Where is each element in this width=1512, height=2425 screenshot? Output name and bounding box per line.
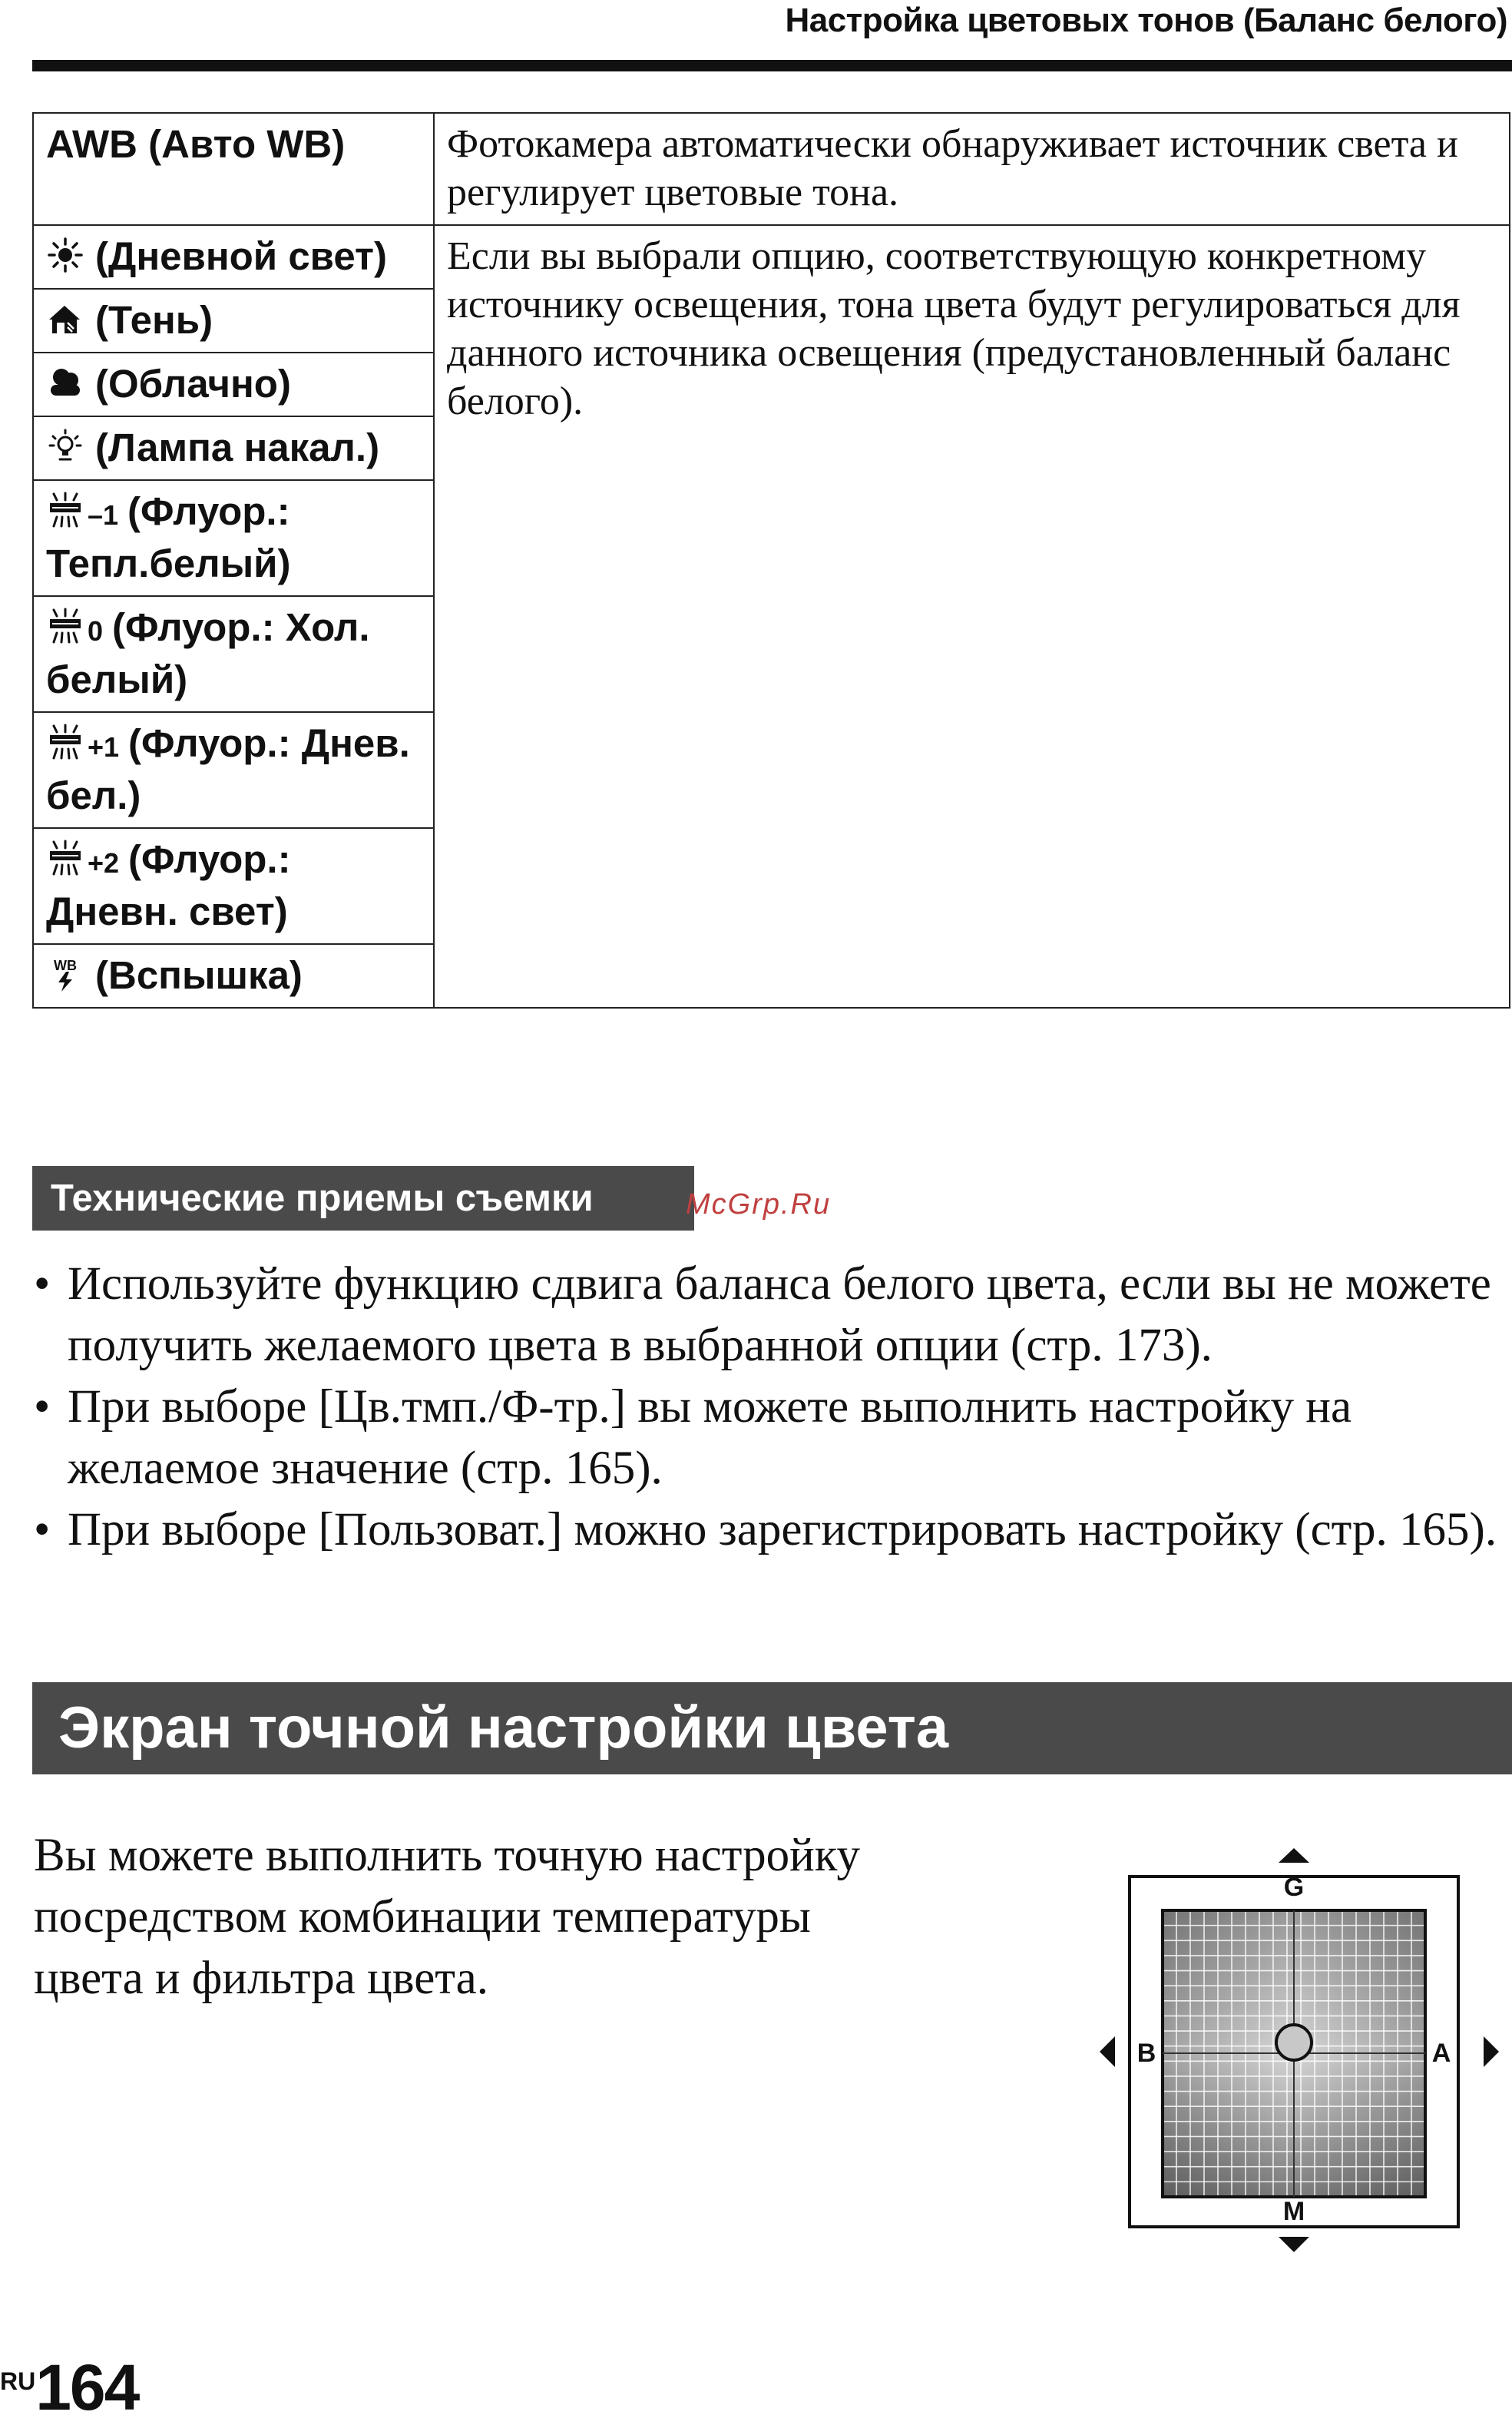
table-row — [33, 225, 1510, 289]
option-label: (Дневной свет) — [95, 234, 388, 278]
option-fluorescent-warm — [33, 480, 434, 596]
tips-list — [34, 1254, 1512, 1561]
option-suffix: 0 — [88, 615, 104, 647]
flash-wb-icon — [46, 955, 84, 993]
option-suffix: +1 — [88, 731, 120, 763]
list-item: • Используйте функцию сдвига баланса белого цвета, если вы не можете получить желаемого цвета в выбранной опции (стр. 173). — [34, 1258, 1491, 1371]
label-g: G — [1283, 1873, 1305, 1902]
list-item: • При выборе [Цв.тмп./Ф-тр.] вы можете выполнить настройку на желаемое значение (стр. 165). — [34, 1381, 1352, 1494]
fluorescent-icon — [46, 607, 84, 645]
white-balance-table — [32, 112, 1510, 1009]
option-fluorescent-daylight — [33, 828, 434, 944]
shade-icon — [46, 300, 84, 338]
option-label: (Лампа накал.) — [95, 426, 380, 469]
option-incandescent — [33, 416, 434, 480]
option-label: (Флуор.: Тепл.белый) — [46, 489, 291, 585]
awb-description: Фотокамера автоматически обнаруживает источник света и регулирует цветовые тона. — [434, 113, 1510, 225]
sun-icon — [46, 236, 84, 274]
page-lang: RU — [0, 2367, 36, 2395]
option-suffix: +2 — [88, 847, 120, 879]
arrow-down-icon — [1279, 2237, 1309, 2252]
option-label: (Вспышка) — [95, 953, 303, 997]
option-suffix: –1 — [88, 499, 119, 531]
arrow-left-icon — [1100, 2036, 1115, 2067]
label-m: M — [1282, 2197, 1305, 2226]
preset-description: Если вы выбрали опцию, соответствующую конкретному источнику освещения, тона цвета будут регулироваться для данного источника освещения (предустановленный баланс белого). — [434, 225, 1510, 1008]
option-fluorescent-cool — [33, 596, 434, 712]
fluorescent-icon — [46, 839, 84, 877]
option-cloudy — [33, 353, 434, 416]
option-label: (Облачно) — [95, 362, 291, 406]
option-awb: AWB (Авто WB) — [33, 113, 434, 225]
header-rule — [32, 60, 1512, 71]
option-label: (Тень) — [95, 298, 213, 342]
fluorescent-icon — [46, 723, 84, 761]
label-a: A — [1431, 2039, 1451, 2068]
label-b: B — [1136, 2039, 1156, 2068]
bulb-icon — [46, 427, 84, 465]
option-fluorescent-day-white — [33, 712, 434, 828]
table-row — [33, 113, 1510, 225]
svg-text:WB: WB — [54, 958, 77, 973]
list-item: • При выборе [Пользоват.] можно зарегистрировать настройку (стр. 165). — [34, 1504, 1497, 1555]
option-label: (Флуор.: Дневн. свет) — [46, 837, 291, 933]
section-heading: Экран точной настройки цвета — [32, 1682, 1512, 1774]
cloud-icon — [46, 363, 84, 402]
option-label: (Флуор.: Днев. бел.) — [46, 721, 410, 817]
tips-heading: Технические приемы съемки — [32, 1166, 694, 1231]
color-fine-tuning-diagram — [1089, 1844, 1512, 2258]
page-num: 164 — [35, 2351, 139, 2423]
section-body: Вы можете выполнить точную настройку посредством комбинации температуры цвета и фильтра цвета. — [34, 1830, 861, 2004]
page-number — [0, 2350, 138, 2425]
option-daylight — [33, 225, 434, 289]
center-cursor — [1276, 2025, 1312, 2060]
running-header: Настройка цветовых тонов (Баланс белого) — [785, 2, 1507, 39]
arrow-up-icon — [1279, 1848, 1309, 1863]
arrow-right-icon — [1484, 2036, 1499, 2067]
option-flash — [33, 944, 434, 1008]
option-label: (Флуор.: Хол. белый) — [46, 605, 370, 701]
fluorescent-icon — [46, 491, 84, 529]
watermark: McGrp.Ru — [686, 1188, 832, 1221]
option-shade — [33, 289, 434, 353]
